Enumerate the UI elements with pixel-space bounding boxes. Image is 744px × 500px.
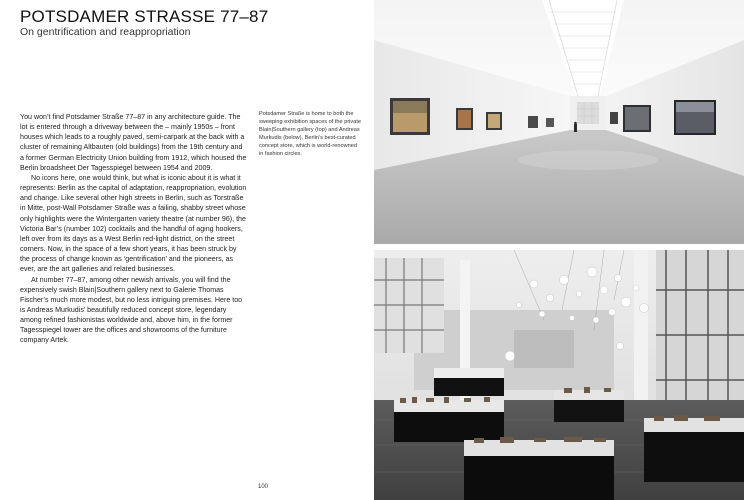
right-page [372, 0, 744, 500]
page-number: 100 [258, 484, 269, 490]
store-photo [374, 250, 744, 500]
body-paragraph: No icons here, one would think, but what is iconic about it is what it represents: Berlin as the capital of adaptation, reappropriation, evolution and change. Like several other high streets in Berlin, such as Torstraße in Mitte, post-Wall Potsdamer Straße was a failing, shabby street whose only highlights were the Wintergarten variety theatre (at number 96), the Victoria Bar’s (number 102) cocktails and the handful of aging hookers, left over from its days as a West Berlin red-light district, on the street corners. Now, in the space of a few short years, it has been struck by the process of change known as ‘gentrification’ and the pioneers, as ever, are the art galleries and related businesses. [20, 173, 247, 274]
body-text [20, 112, 248, 346]
gallery-photo [374, 0, 744, 244]
body-paragraph: At number 77–87, among other newish arrivals, you will find the expensively swish Blain|Southern gallery next to Galerie Thomas Fischer’s much more modest, but no less intriguing premises. Here too is Andreas Murkudis’ beautifully reduced concept store, legendary among refined fashionistas worldwide and, above him, in the former Tagesspiegel tower are the offices and showrooms of the furniture company Artek. [20, 275, 243, 345]
page-title: POTSDAMER STRASSE 77–87 [20, 7, 269, 26]
photo-caption: Potsdamer Straße is home to both the sweeping exhibition spaces of the private Blain|Southern gallery (top) and Andreas Murkudis (below), Berlin’s best-curated concept store, which is world-renowned in fashion circles. [259, 111, 361, 158]
body-paragraph: You won’t find Potsdamer Straße 77–87 in any architecture guide. The lot is entered through a driveway between the – mainly 1950s – front houses which leads to a roughly paved, semi-carpark at the back with a cluster of remaining Altbauten (old buildings) from the 19th century and a former German Electricity Union building from 1912, which housed the Berlin broadsheet Der Tagesspiegel between 1954 and 2009. [20, 113, 247, 172]
page-subtitle: On gentrification and reappropriation [20, 26, 191, 38]
